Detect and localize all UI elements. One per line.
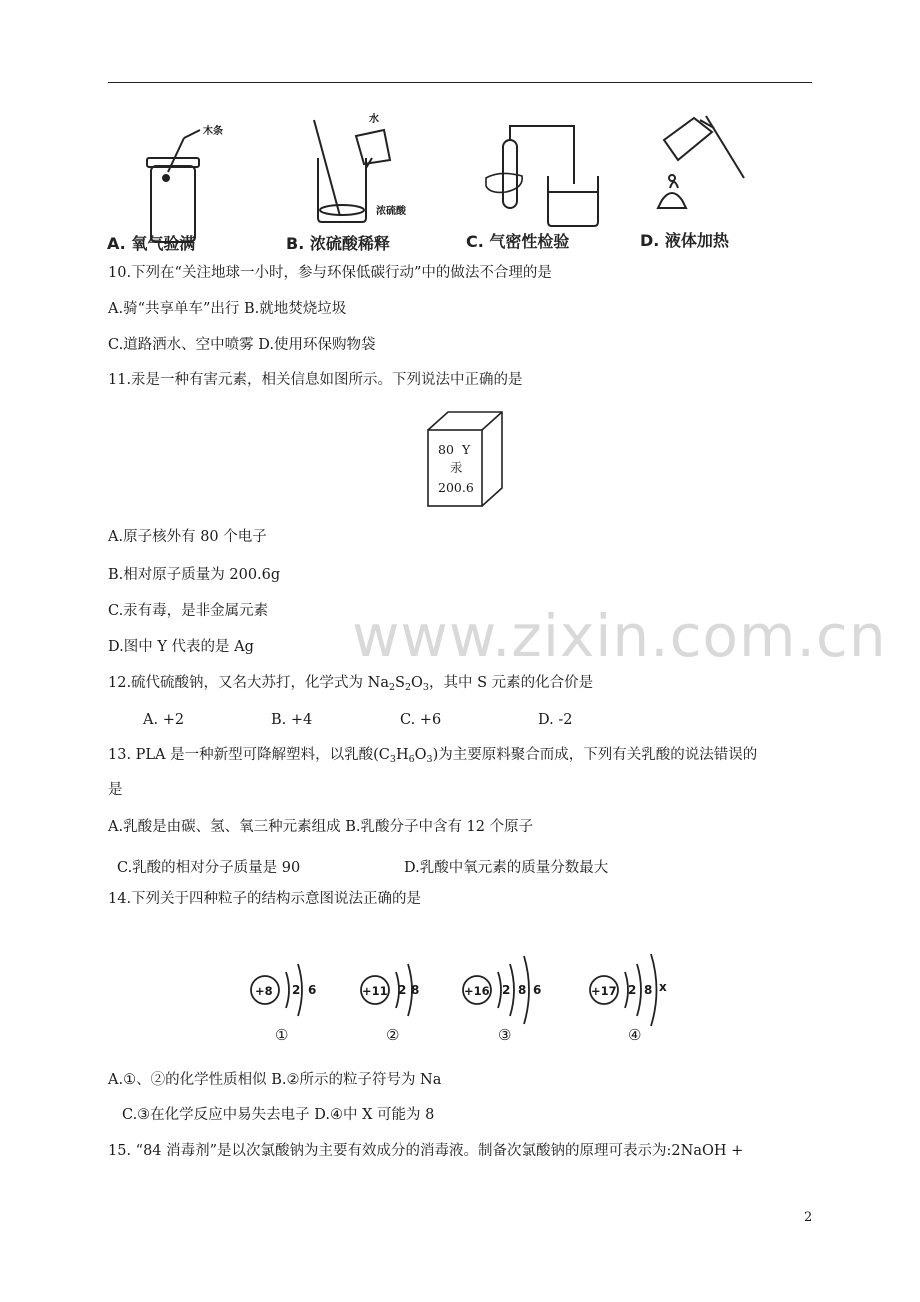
q13-stem-post: )为主要原料聚合而成，下列有关乳酸的说法错误的 [432, 747, 758, 763]
q13-stem [108, 748, 757, 765]
q13-sub-h: 6 [408, 754, 415, 765]
q13-hydrogen: H [395, 747, 409, 763]
particle-1-label: ① [275, 1026, 289, 1044]
airtightness-test-icon [486, 126, 598, 226]
q12-option-c: C. +6 [400, 712, 442, 728]
q11-stem: 11.汞是一种有害元素，相关信息如图所示。下列说法中正确的是 [108, 372, 523, 388]
q14-options-cd: C.③在化学反应中易失去电子 D.④中 X 可能为 8 [122, 1107, 435, 1123]
q14-stem: 14.下列关于四种粒子的结构示意图说法正确的是 [108, 891, 422, 907]
element-name: 汞 [450, 460, 463, 475]
particle-3-nucleus: +16 [464, 984, 490, 998]
q10-options-cd: C.道路洒水、空中喷雾 D.使用环保购物袋 [108, 337, 376, 353]
q13-option-d: D.乳酸中氧元素的质量分数最大 [404, 860, 609, 876]
wood-stick-annotation: 木条 [203, 126, 223, 137]
q11-option-d: D.图中 Y 代表的是 Ag [108, 639, 254, 655]
figure-label-a: A. 氧气验满 [107, 234, 196, 253]
element-symbol: Y [462, 442, 471, 457]
q14-options-ab: A.①、②的化学性质相似 B.②所示的粒子符号为 Na [108, 1072, 442, 1088]
q11-option-c: C.汞有毒，是非金属元素 [108, 603, 269, 619]
figure-label-d: D. 液体加热 [640, 231, 729, 250]
particle-4-shell-1: 2 [628, 983, 637, 997]
particle-4-label: ④ [628, 1026, 642, 1044]
particle-2-shell-2: 8 [411, 983, 420, 997]
particle-3-shell-3: 6 [533, 983, 542, 997]
q13-sub-o: 3 [426, 754, 433, 765]
q12-sub-o: 3 [422, 682, 429, 693]
particle-4-shell-2: 8 [644, 983, 653, 997]
q12-stem-pre: 12.硫代硫酸钠，又名大苏打，化学式为 Na [108, 675, 389, 691]
q12-sub-na: 2 [389, 682, 396, 693]
particle-2-nucleus: +11 [362, 984, 388, 998]
q12-option-a: A. +2 [143, 712, 185, 728]
page-number: 2 [804, 1210, 813, 1225]
particle-3-label: ③ [498, 1026, 512, 1044]
particle-2-shell-1: 2 [398, 983, 407, 997]
particle-3-shell-1: 2 [502, 983, 511, 997]
q13-stem-pre: 13. PLA 是一种新型可降解塑料，以乳酸(C [108, 747, 390, 763]
q13-stem-continuation: 是 [108, 782, 123, 798]
q12-sub-s: 2 [404, 682, 412, 693]
q12-stem-post: ，其中 S 元素的化合价是 [428, 675, 594, 691]
q13-options-ab: A.乳酸是由碳、氢、氧三种元素组成 B.乳酸分子中含有 12 个原子 [108, 819, 534, 835]
q13-oxygen: O [414, 747, 427, 763]
water-annotation: 水 [369, 114, 379, 125]
particle-4-shell-3: x [659, 980, 667, 994]
q10-stem: 10.下列在“关注地球一小时，参与环保低碳行动”中的做法不合理的是 [108, 265, 552, 281]
q10-options-ab: A.骑“共享单车”出行 B.就地焚烧垃圾 [108, 301, 347, 317]
q11-option-a: A.原子核外有 80 个电子 [108, 529, 267, 545]
particle-1-shell-1: 2 [292, 983, 301, 997]
particle-shells-drawing [0, 920, 920, 1060]
q15-stem: 15. “84 消毒剂”是以次氯酸钠为主要有效成分的消毒液。制备次氯酸钠的原理可表示为:2NaOH + [108, 1143, 744, 1159]
element-atomic-number: 80 [438, 442, 454, 457]
particle-1-nucleus: +8 [255, 984, 273, 998]
q12-option-b: B. +4 [271, 712, 313, 728]
q12-oxygen: O [411, 675, 423, 691]
q11-option-b: B.相对原子质量为 200.6g [108, 567, 281, 583]
q12-option-d: D. -2 [538, 712, 573, 728]
figure-label-b: B. 浓硫酸稀释 [286, 234, 390, 253]
lab-operations-drawing [0, 0, 920, 260]
oxygen-jar-icon [147, 130, 200, 242]
particle-2-label: ② [386, 1026, 400, 1044]
figure-label-c: C. 气密性检验 [466, 232, 570, 251]
q12-stem [108, 676, 593, 693]
particle-1-shell-2: 6 [308, 983, 317, 997]
liquid-heating-icon [658, 116, 744, 208]
acid-annotation: 浓硫酸 [376, 206, 406, 217]
q12-sulfur: S [395, 675, 405, 691]
q13-sub-c: 3 [389, 754, 396, 765]
q13-option-c: C.乳酸的相对分子质量是 90 [117, 860, 301, 876]
element-atomic-mass: 200.6 [438, 480, 474, 495]
particle-4-nucleus: +17 [591, 984, 617, 998]
watermark: www.zixin.com.cn [352, 602, 887, 670]
particle-3-shell-2: 8 [518, 983, 527, 997]
